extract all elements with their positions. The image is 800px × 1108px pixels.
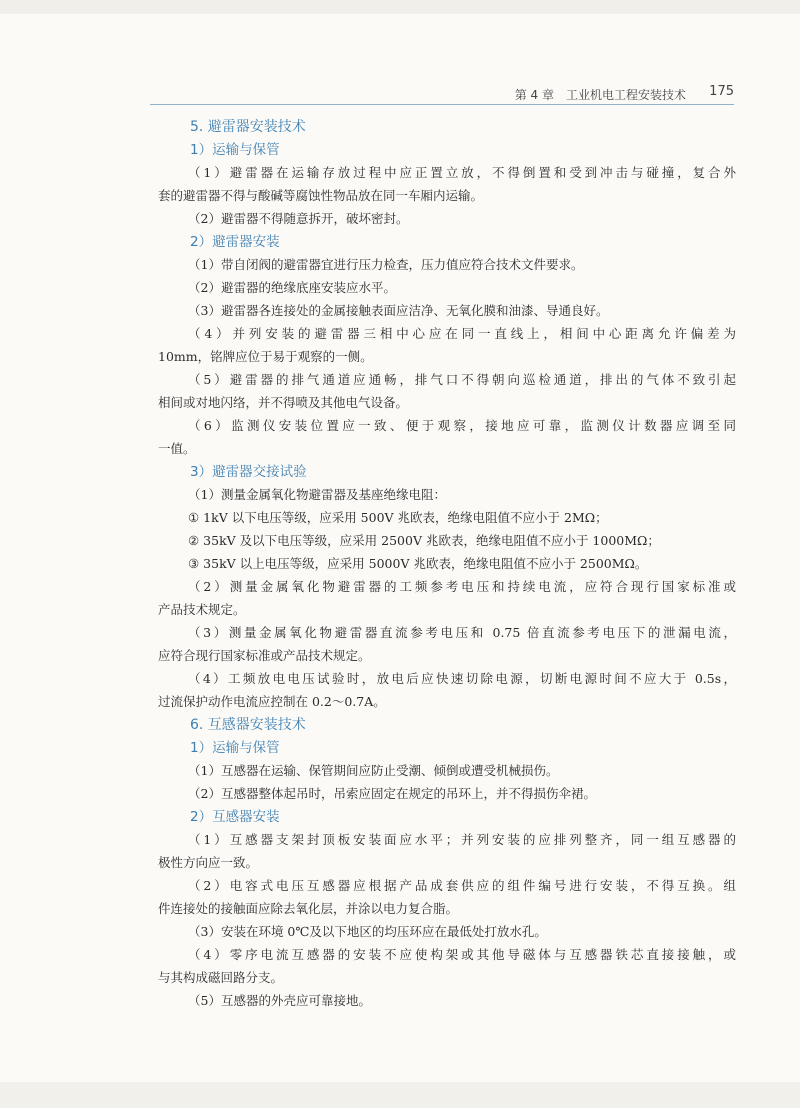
text-line: （1）带自闭阀的避雷器宜进行压力检查，压力值应符合技术文件要求。: [188, 257, 584, 272]
text-line: 应符合现行国家标准或产品技术规定。: [158, 648, 371, 663]
subsection-heading: 1）运输与保管: [190, 740, 280, 756]
section-heading: 6. 互感器安装技术: [190, 717, 306, 733]
text-line: 与其构成磁回路分支。: [158, 970, 284, 985]
text-line: （1）互感器支架封顶板安装面应水平；并列安装的应排列整齐，同一组互感器的: [188, 832, 736, 847]
text-line: （3）测量金属氧化物避雷器直流参考电压和 0.75 倍直流参考电压下的泄漏电流，: [188, 625, 736, 640]
page-number: 175: [709, 84, 734, 99]
text-line: 件连接处的接触面应除去氧化层，并涂以电力复合脂。: [158, 901, 459, 916]
text-line: （1）测量金属氧化物避雷器及基座绝缘电阻：: [188, 487, 446, 502]
text-line: （4）并列安装的避雷器三相中心应在同一直线上，相间中心距离允许偏差为: [188, 326, 736, 341]
text-line: （2）避雷器不得随意拆开，破坏密封。: [188, 211, 409, 226]
chapter-title: 第 4 章 工业机电工程安装技术: [514, 88, 686, 102]
text-line: ① 1kV 以下电压等级，应采用 500V 兆欧表，绝缘电阻值不应小于 2MΩ；: [188, 510, 608, 525]
text-line: ③ 35kV 以上电压等级，应采用 5000V 兆欧表，绝缘电阻值不应小于 2500MΩ。: [188, 556, 648, 571]
page-bottom-edge: [0, 1082, 800, 1108]
text-line: ② 35kV 及以下电压等级，应采用 2500V 兆欧表，绝缘电阻值不应小于 1000MΩ；: [188, 533, 660, 548]
subsection-heading: 1）运输与保管: [190, 142, 280, 158]
text-line: 过流保护动作电流应控制在 0.2～0.7A。: [158, 694, 386, 709]
text-line: 产品技术规定。: [158, 602, 246, 617]
text-line: （5）避雷器的排气通道应通畅，排气口不得朝向巡检通道，排出的气体不致引起: [188, 372, 736, 387]
body-text: [158, 117, 736, 1014]
text-line: （4）零序电流互感器的安装不应使构架或其他导磁体与互感器铁芯直接接触，或: [188, 947, 736, 962]
subsection-heading: 2）避雷器安装: [190, 234, 280, 250]
text-line: 一值。: [158, 441, 196, 456]
text-line: （2）测量金属氧化物避雷器的工频参考电压和持续电流，应符合现行国家标准或: [188, 579, 736, 594]
text-line: 套的避雷器不得与酸碱等腐蚀性物品放在同一车厢内运输。: [158, 188, 484, 203]
text-line: （2）避雷器的绝缘底座安装应水平。: [188, 280, 396, 295]
text-line: （1）避雷器在运输存放过程中应正置立放，不得倒置和受到冲击与碰撞，复合外: [188, 165, 736, 180]
text-line: 极性方向应一致。: [158, 855, 259, 870]
page-top-edge: [0, 0, 800, 14]
text-line: 相间或对地闪络，并不得喷及其他电气设备。: [158, 395, 409, 410]
section-heading: 5. 避雷器安装技术: [190, 119, 306, 135]
subsection-heading: 2）互感器安装: [190, 809, 280, 825]
running-header: [150, 84, 734, 104]
text-line: （5）互感器的外壳应可靠接地。: [188, 993, 371, 1008]
text-line: （3）安装在环境 0℃及以下地区的均压环应在最低处打放水孔。: [188, 924, 547, 939]
text-line: （2）电容式电压互感器应根据产品成套供应的组件编号进行安装，不得互换。组: [188, 878, 736, 893]
header-rule: [150, 104, 734, 105]
text-line: 10mm，铭牌应位于易于观察的一侧。: [158, 349, 373, 364]
text-line: （1）互感器在运输、保管期间应防止受潮、倾倒或遭受机械损伤。: [188, 763, 559, 778]
text-line: （2）互感器整体起吊时，吊索应固定在规定的吊环上，并不得损伤伞裙。: [188, 786, 596, 801]
subsection-heading: 3）避雷器交接试验: [190, 464, 307, 480]
text-line: （3）避雷器各连接处的金属接触表面应洁净、无氧化膜和油漆、导通良好。: [188, 303, 609, 318]
text-line: （6）监测仪安装位置应一致、便于观察，接地应可靠，监测仪计数器应调至同: [188, 418, 736, 433]
text-line: （4）工频放电电压试验时，放电后应快速切除电源，切断电源时间不应大于 0.5s，: [188, 671, 736, 686]
